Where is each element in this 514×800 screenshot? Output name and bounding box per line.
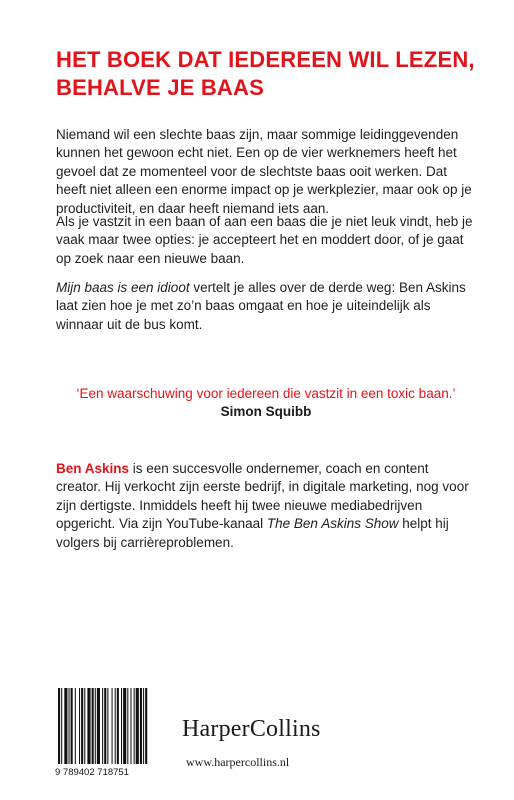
barcode-bar: [107, 688, 108, 764]
author-bio-text: [56, 460, 476, 552]
paragraph-intro: [56, 126, 476, 218]
barcode-bar: [61, 688, 62, 764]
barcode-bar: [104, 688, 106, 764]
show-title: The Ben Askins Show: [266, 516, 399, 532]
barcode-bar: [112, 688, 113, 764]
isbn-barcode: [54, 686, 172, 778]
barcode-bar: [79, 688, 80, 764]
bio-part-2: helpt hij volgers bij carrièreproblemen.: [56, 516, 449, 550]
bio-part-1: is een succesvolle ondernemer, coach en content creator. Hij verkocht zijn eerste bedrijf, in digitale marketing, nog voor zijn dertigste. Inmiddels heeft hij twee nieuwe mediabedrijven opgericht. Via zijn YouTube-kanaal: [56, 461, 469, 532]
author-name: Ben Askins: [56, 461, 130, 476]
paragraph-third-way: [56, 279, 476, 334]
barcode-bar: [97, 688, 100, 764]
paragraph-options: [56, 213, 476, 268]
barcode-bar: [64, 688, 67, 764]
barcode-bar: [102, 688, 103, 764]
headline-line-2: BEHALVE JE BAAS: [56, 75, 264, 100]
isbn-number: 9 789402 718751: [55, 767, 129, 778]
barcode-bar: [115, 688, 116, 764]
barcode-bar: [117, 688, 119, 764]
barcode-bars: [58, 688, 147, 764]
barcode-bar: [130, 688, 131, 764]
paragraph-options-text: Als je vastzit in een baan of aan een baas die je niet leuk vindt, heb je vaak maar twee opties: je accepteert het en moddert door, of je gaat op zoek naar een nieuwe baan.: [56, 214, 473, 266]
barcode-bar: [121, 688, 122, 764]
headline: [56, 46, 476, 102]
barcode-bar: [136, 688, 139, 764]
endorsement-quote: [56, 385, 476, 422]
publisher-logo: HarperCollins: [182, 716, 321, 742]
author-bio: [56, 460, 476, 552]
paragraph-third-way-text: [56, 279, 476, 334]
quote-text: ‘Een waarschuwing voor iedereen die vastzit in een toxic baan.’: [76, 386, 456, 401]
barcode-bar: [143, 688, 144, 764]
barcode-bar: [71, 688, 73, 764]
barcode-bar: [127, 688, 128, 764]
barcode-bar: [58, 688, 60, 764]
barcode-bar: [92, 688, 94, 764]
barcode-bar: [84, 688, 85, 764]
publisher-url: www.harpercollins.nl: [186, 755, 290, 769]
barcode-bar: [87, 688, 90, 764]
paragraph-intro-text: Niemand wil een slechte baas zijn, maar sommige leidinggevenden kunnen het gewoon echt niet. Een op de vier werknemers heeft het gevoel dat ze momenteel voor de slechtste baas ooit werken. Dat heeft niet alleen een enorme impact op je werkplezier, maar ook op je productiviteit, en daar heeft niemand iets aan.: [56, 127, 472, 216]
barcode-bar: [145, 688, 147, 764]
barcode-bar: [75, 688, 76, 764]
barcode-bar: [95, 688, 96, 764]
headline-line-1: HET BOEK DAT IEDEREEN WIL LEZEN,: [56, 47, 475, 72]
book-title: Mijn baas is een idioot: [56, 280, 190, 295]
barcode-bar: [69, 688, 70, 764]
barcode-bar: [140, 688, 142, 764]
barcode-bar: [134, 688, 135, 764]
quote-author: Simon Squibb: [220, 404, 312, 420]
barcode-bar: [123, 688, 126, 764]
barcode-bar: [81, 688, 83, 764]
paragraph-third-way-rest: vertelt je alles over de derde weg: Ben Askins laat zien hoe je met zo’n baas omgaat en hoe je uiteindelijk als winnaar uit de bus komt.: [56, 280, 466, 332]
